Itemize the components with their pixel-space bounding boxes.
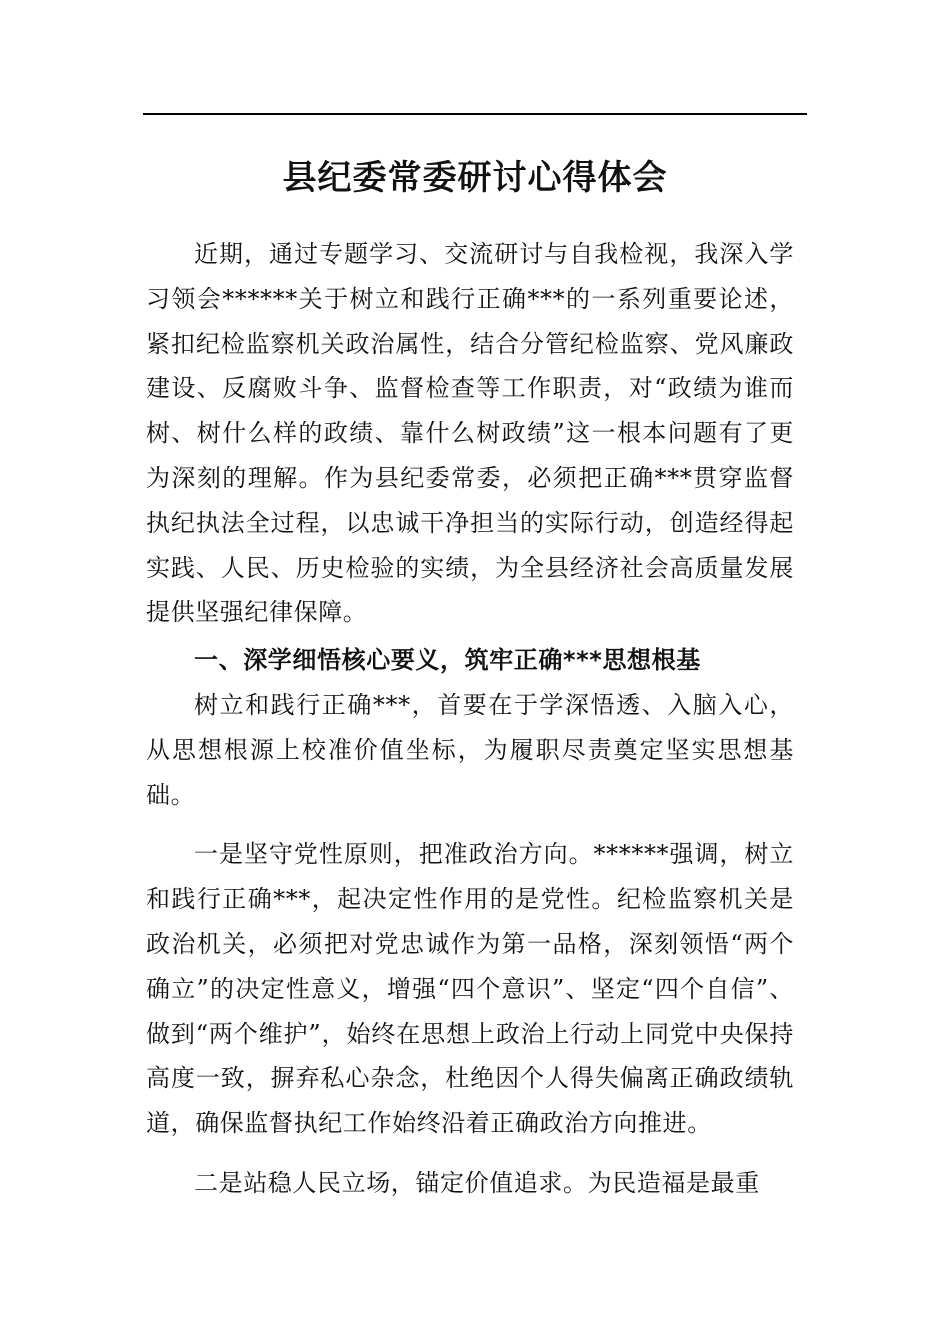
intro-paragraph: 近期，通过专题学习、交流研讨与自我检视，我深入学习领会******关于树立和践行正确***的一系列重要论述，紧扣纪检监察机关政治属性，结合分管纪检监察、党风廉政建设、反腐败斗争、监督检查等工作职责，对“政绩为谁而树、树什么样的政绩、靠什么树政绩”这一根本问题有了更为深刻的理解。作为县纪委常委，必须把正确***贯穿监督执纪执法全过程，以忠诚干净担当的实际行动，创造经得起实践、人民、历史检验的实绩，为全县经济社会高质量发展提供坚强纪律保障。 (146, 240, 794, 627)
section-intro-paragraph: 树立和践行正确***，首要在于学深悟透、入脑入心，从思想根源上校准价值坐标，为履职尽责奠定坚实思想基础。 (146, 690, 794, 809)
document-body (146, 232, 794, 1206)
document-title: 县纪委常委研讨心得体会 (282, 158, 668, 198)
point-one-paragraph: 一是坚守党性原则，把准政治方向。******强调，树立和践行正确***，起决定性作用的是党性。纪检监察机关是政治机关，必须把对党忠诚作为第一品格，深刻领悟“两个确立”的决定性意义，增强“四个意识”、坚定“四个自信”、做到“两个维护”，始终在思想上政治上行动上同党中央保持高度一致，摒弃私心杂念，杜绝因个人得失偏离正确政绩轨道，确保监督执纪工作始终沿着正确政治方向推进。 (146, 840, 794, 1138)
section-heading: 一、深学细悟核心要义，筑牢正确***思想根基 (194, 646, 701, 675)
header-rule (143, 113, 807, 115)
point-two-paragraph: 二是站稳人民立场，锚定价值追求。为民造福是最重 (194, 1168, 760, 1197)
